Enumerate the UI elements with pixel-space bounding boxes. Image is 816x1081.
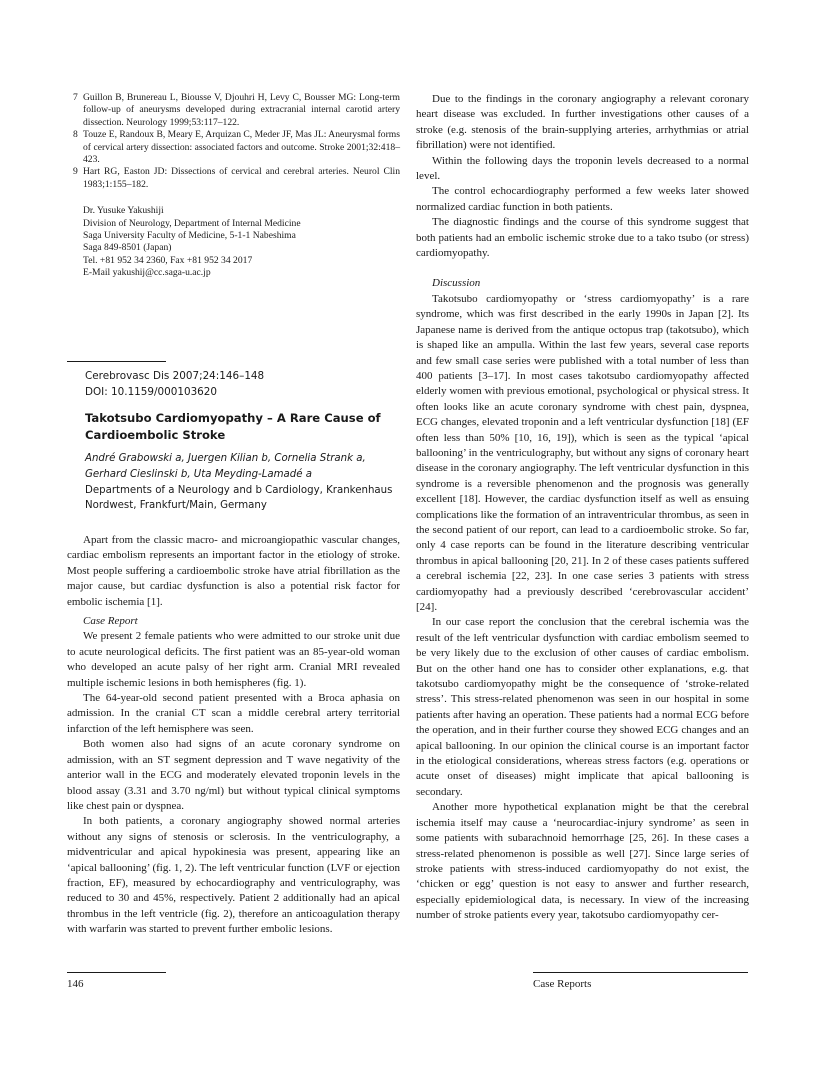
case-report-heading: Case Report xyxy=(83,615,138,628)
body-paragraph: Another more hypothetical explanation might be that the cerebral ischemia itself may cause a ‘neurocardiac-injury syndrome’ as seen in some patients with subarachnoid hemorrhage [25, 26]. In these cases a stress-related phenomenon is possible as well [27]. Since large series of stroke patients with stress-induced cardiomyopathy do not exist, the ‘chicken or egg’ question is not easy to answer and further research, especially epidemiological data, is necessary. In view of the increasing number of stroke patients every year, takotsubo cardiomyopathy cer- xyxy=(416,801,749,922)
reference-text: Hart RG, Easton JD: Dissections of cervical and cerebral arteries. Neurol Clin 1983;1:155–182. xyxy=(83,166,400,190)
address-tel: Tel. +81 952 34 2360, Fax +81 952 34 2017 xyxy=(83,254,253,266)
intro-paragraph: Apart from the classic macro- and microangiopathic vascular changes, cardiac embolism represents an important factor in the etiology of stroke. Most people suffering a cardioembolic stroke have atrial fibrillation as the major cause, but cardiac dysfunction is also a potential risk factor for embolic ischemia [1]. xyxy=(67,534,400,608)
body-paragraph: Both women also had signs of an acute coronary syndrome on admission, with an ST segment depression and T wave negativity of the anterior wall in the ECG and moderately elevated troponin levels in the blood assay (3.31 and 3.70 ng/ml) but without typical clinical symptoms like chest pain or dyspnea. xyxy=(67,738,400,812)
section-label: Case Reports xyxy=(533,978,592,990)
body-paragraph: The 64-year-old second patient presented with a Broca aphasia on admission. In the cranial CT scan a middle cerebral artery territorial infarction of the left hemisphere was seen. xyxy=(67,692,400,735)
article-title: Takotsubo Cardiomyopathy – A Rare Cause of Cardioembolic Stroke xyxy=(85,411,381,442)
reference-number: 8 xyxy=(73,129,78,141)
body-paragraph: We present 2 female patients who were admitted to our stroke unit due to acute neurological deficits. The first patient was an 85-year-old woman who developed an acute palsy of her right arm. Cranial MRI revealed multiple ischemic lesions in both hemispheres (fig. 1). xyxy=(67,630,400,689)
correspondence-address xyxy=(67,205,400,279)
reference-item xyxy=(67,92,400,129)
reference-item xyxy=(67,166,400,191)
footer-rule-right xyxy=(533,972,748,973)
address-line: Saga 849-8501 (Japan) xyxy=(83,242,172,254)
address-name: Dr. Yusuke Yakushiji xyxy=(83,205,164,217)
authors-line: Gerhard Cieslinski b, Uta Meyding-Lamadé a xyxy=(85,468,313,480)
body-paragraph: Within the following days the troponin levels decreased to a normal level. xyxy=(416,154,749,183)
left-body-text xyxy=(67,533,400,938)
journal-citation: Cerebrovasc Dis 2007;24:146–148 xyxy=(85,370,265,382)
body-paragraph: In our case report the conclusion that the cerebral ischemia was the result of the left ventricular dysfunction with cardiac embolism seemed to be very likely due to the exclusion of other causes of cardiac embolism. But on the other hand one has to consider other explanations, e.g. that takotsubo cardiomyopathy might be the consequence of ‘stroke-related stress’. This stress-related phenomenon was seen in our hospital in some patients after having an operation. These patients had a normal ECG before the operation, and in their further course they showed ECG changes and an apical ballooning. In our opinion the clinical course is an important factor in the etiological considerations, whereas stress factors (e.g. operations or acute onset of diseases) might implicate that apical ballooning is secondary. xyxy=(416,616,749,798)
page-number: 146 xyxy=(67,978,84,990)
reference-item xyxy=(67,129,400,166)
article-affiliation xyxy=(85,483,395,514)
article-separator-rule xyxy=(67,361,166,362)
reference-text: Guillon B, Brunereau L, Biousse V, Djouhri H, Levy C, Bousser MG: Long-term follow-up of aneurysms developed during extracranial internal carotid artery dissection. Neurology 1999;53:117–122. xyxy=(83,92,400,128)
body-paragraph: The control echocardiography performed a few weeks later showed normalized cardiac function in both patients. xyxy=(416,185,749,213)
right-body-text xyxy=(416,92,749,924)
affiliation-line: Departments of a Neurology and b Cardiology, Krankenhaus xyxy=(85,485,393,496)
body-paragraph: The diagnostic findings and the course of this syndrome suggest that both patients had an embolic ischemic stroke due to a tako tsubo (or stress) cardiomyopathy. xyxy=(416,216,749,260)
discussion-heading: Discussion xyxy=(432,277,481,290)
doi: DOI: 10.1159/000103620 xyxy=(85,385,218,398)
reference-number: 9 xyxy=(73,166,78,178)
affiliation-line: Nordwest, Frankfurt/Main, Germany xyxy=(85,500,267,512)
article-citation xyxy=(85,369,385,400)
address-line: Division of Neurology, Department of Internal Medicine xyxy=(83,217,301,229)
address-email: E-Mail yakushij@cc.saga-u.ac.jp xyxy=(83,267,211,279)
reference-text: Touze E, Randoux B, Meary E, Arquizan C, Meder JF, Mas JL: Aneurysmal forms of cervical artery dissection: associated factors and outcome. Stroke 2001;32:418–423. xyxy=(83,129,400,166)
body-paragraph: Takotsubo cardiomyopathy or ‘stress cardiomyopathy’ is a rare syndrome, which was first described in the early 1990s in Japan [2]. Its Japanese name is derived from the antique octopus trap (takotsubo), which is shaped like an ampulla. Within the last few years, several case reports and few small case series were published with a total number of less than 400 patients [3–17]. In most cases takotsubo cardiomyopathy affected elderly women with previous emotional, psychological or physical stress. It often looks like an acute coronary syndrome with chest pain, dyspnea, ECG changes, elevated troponin and a left ventricular dysfunction [18] (EF often less than 50% [10, 16, 19]), which is seen as the typical ‘apical ballooning’ in the ventriculography, but without any signs of coronary heart disease in the coronary angiography. The left ventricular dysfunction in this syndrome is a reversible phenomenon and the prognosis was generally excellent [18]. However, the cardiac dysfunction itself as well as ensuing complications like the formation of an intraventricular thrombus, as seen in the second patient of our report, can lead to a cardioembolic stroke. So far, only 4 case reports can be found in the literature describing ventricular thrombus in apical ballooning [20, 21]. In 2 of these cases patients suffered a cerebral ischemia [22, 23]. In one case series 3 patients with stress cardiomyopathy had a previously described ‘cerebrovascular accident’ [24]. xyxy=(416,292,749,613)
references-block xyxy=(67,92,400,280)
body-paragraph: In both patients, a coronary angiography showed normal arteries without any signs of stenosis or sclerosis. In the ventriculography, a midventricular and apical hypokinesia was present, appearing like an ‘apical ballooning’ (fig. 1, 2). The left ventricular function (LVF or ejection fraction, EF), measured by echocardiography and ventriculography, was reduced to 30 and 45%, respectively. Patient 2 additionally had an apical thrombus in the left ventricle (fig. 2), therefore an anticoagulation therapy with warfarin was started to prevent further embolic lesions. xyxy=(67,815,400,936)
article-authors xyxy=(85,451,395,482)
footer-rule-left xyxy=(67,972,166,973)
authors-line: André Grabowski a, Juergen Kilian b, Cornelia Strank a, xyxy=(85,453,366,464)
body-paragraph: Due to the findings in the coronary angiography a relevant coronary heart disease was excluded. In further investigations other causes of a stroke (e.g. stenosis of the brain-supplying arteries, arrhythmias or atrial fibrillation) were not identified. xyxy=(416,93,749,152)
reference-number: 7 xyxy=(73,92,78,103)
address-line: Saga University Faculty of Medicine, 5-1-1 Nabeshima xyxy=(83,230,296,242)
